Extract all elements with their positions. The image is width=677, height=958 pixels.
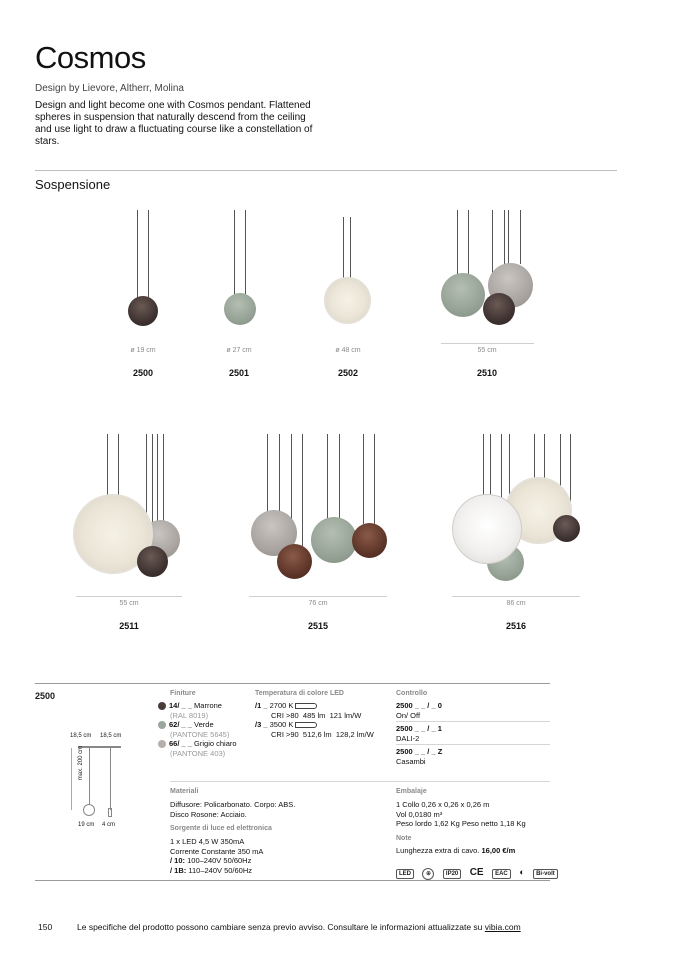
product-dim: 86 cm	[506, 600, 526, 607]
notes-label: Note	[396, 835, 412, 842]
materials-label: Materiali	[170, 788, 199, 795]
bivolt-badge: Bi-volt	[533, 869, 558, 879]
footer-text: Le specifiche del prodotto possono cambiare senza previo avviso. Consultare le informazioni attualizzate su vibia.com	[77, 922, 521, 932]
dim-width-1: 18,5 cm	[70, 733, 92, 739]
page-number: 150	[38, 922, 53, 932]
ce-mark: CE	[469, 867, 484, 878]
spec-code: 2500	[35, 691, 56, 701]
finish-item[interactable]: 66/ _ _ Grigio chiaro	[158, 739, 253, 749]
finish-item[interactable]: 62/ _ _ Verde	[158, 720, 253, 730]
control-row[interactable]: 2500 _ _ / _ 0	[396, 701, 442, 710]
product-dim: 76 cm	[308, 600, 328, 607]
product-code: 2502	[337, 368, 359, 378]
section-title: Sospensione	[35, 177, 111, 192]
color-temp-row[interactable]: /3 _ 3500 K	[255, 720, 390, 730]
notes-text: Lunghezza extra di cavo. 16,00 €/m	[396, 846, 516, 855]
color-swatch	[158, 721, 166, 729]
product-code: 2500	[132, 368, 154, 378]
dim-height: max. 200 cm	[78, 745, 84, 781]
dimension-line	[452, 596, 580, 597]
finishes-label: Finiture	[170, 690, 196, 697]
color-swatch	[158, 702, 166, 710]
control-label: Controllo	[396, 690, 428, 697]
materials-text: Diffusore: Policarbonato. Corpo: ABS. Disco Rosone: Acciaio.	[170, 800, 296, 819]
product-code: 2501	[228, 368, 250, 378]
dim-width-2: 18,5 cm	[100, 733, 122, 739]
designers: Design by Lievore, Altherr, Molina	[35, 83, 184, 94]
packaging-label: Embalaje	[396, 788, 427, 795]
color-swatch	[158, 740, 166, 748]
color-temp-table: /1 _ 2700 K CRI >80 485 lm 121 lm/W /3 _ 3500 K CRI >90 512,6 lm 128,2 lm/W	[255, 701, 390, 739]
dimension-line	[441, 343, 534, 344]
ip-badge: IP20	[443, 869, 461, 879]
control-list: 2500 _ _ / _ 0 On/ Off 2500 _ _ / _ 1 DALI-2 2500 _ _ / _ Z Casambi	[396, 701, 550, 766]
product-dim: ø 19 cm	[130, 347, 156, 354]
product-dim: ø 27 cm	[226, 347, 252, 354]
packaging-text: 1 Collo 0,26 x 0,26 x 0,26 m Vol 0,0180 m³ Peso lordo 1,62 Kg Peso netto 1,18 Kg	[396, 800, 526, 828]
divider	[35, 170, 617, 171]
light-source-text: 1 x LED 4,5 W 350mA Corrente Constante 350 mA / 10: 100–240V 50/60Hz / 1B: 110–240V 50/60Hz	[170, 837, 264, 875]
vibia-link[interactable]: vibia.com	[484, 922, 521, 932]
description: Design and light become one with Cosmos pendant. Flattened spheres in suspension that naturally descend from the ceiling and use light to draw a fluctuating course like a constellation of stars.	[35, 100, 313, 147]
certification-badges	[396, 862, 562, 880]
product-code: 2515	[307, 621, 329, 631]
product-code: 2511	[119, 621, 139, 631]
product-dim: ø 48 cm	[335, 347, 361, 354]
dim-bottom-2: 4 cm	[102, 822, 116, 828]
finish-list: 14/ _ _ Marrone (RAL 8019) 62/ _ _ Verde (PANTONE 5645) 66/ _ _ Grigio chiaro (PANTONE 403)	[158, 701, 253, 758]
eac-badge: EAC	[492, 869, 511, 879]
light-source-label: Sorgente di luce ed elettronica	[170, 825, 272, 832]
product-dim: 55 cm	[477, 347, 497, 354]
dimmer-icon: ◐	[519, 867, 525, 877]
control-row[interactable]: 2500 _ _ / _ Z	[396, 747, 443, 756]
battery-icon	[295, 722, 317, 728]
spec-top-border	[35, 683, 550, 684]
color-temp-label: Temperatura di colore LED	[255, 690, 344, 697]
product-code: 2516	[505, 621, 527, 631]
finish-item[interactable]: 14/ _ _ Marrone	[158, 701, 253, 711]
battery-icon	[295, 703, 317, 709]
globe-icon: ⊕	[422, 868, 434, 880]
control-row[interactable]: 2500 _ _ / _ 1	[396, 724, 442, 733]
led-badge: LED	[396, 869, 414, 879]
dimension-line	[249, 596, 387, 597]
product-dim: 55 cm	[119, 600, 139, 607]
divider	[170, 781, 550, 782]
dimension-line	[76, 596, 182, 597]
spec-bottom-border	[35, 880, 550, 881]
page-title: Cosmos	[35, 40, 146, 75]
color-temp-row[interactable]: /1 _ 2700 K	[255, 701, 390, 711]
product-code: 2510	[476, 368, 498, 378]
dim-bottom-1: 19 cm	[78, 822, 95, 828]
